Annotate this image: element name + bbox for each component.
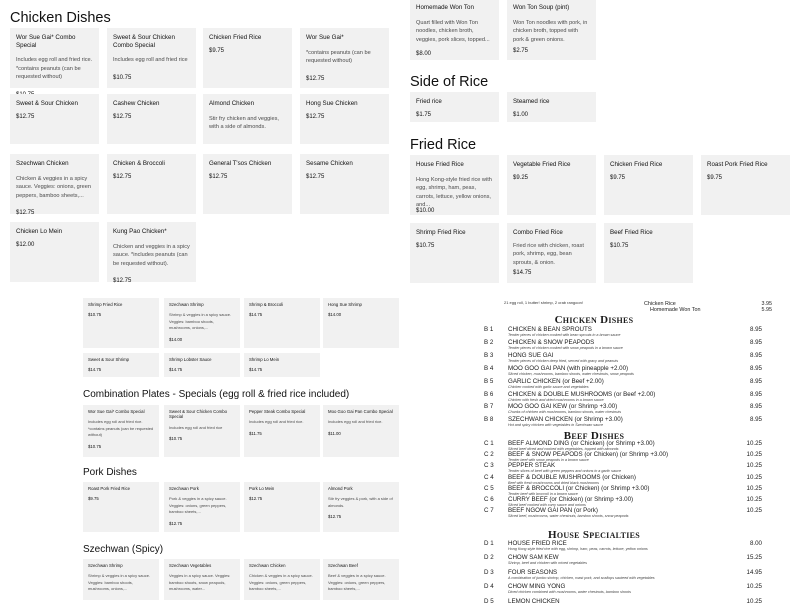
item-name: Sweet & Sour Chicken — [16, 100, 78, 107]
scan-item-price: 10.25 — [746, 473, 762, 481]
item-price: $12.75 — [328, 514, 342, 520]
scan-item-name: SZECHWAN CHICKEN (or Shrimp +3.00) — [508, 416, 623, 424]
item-description: Includes egg roll and fried rice — [113, 57, 188, 63]
scan-item-code: C 1 — [484, 440, 494, 447]
item-name: Hong Sue Shrimp — [328, 302, 362, 307]
item-name: Moo Goo Gai Pan Combo Special — [328, 409, 393, 414]
scan-menu-row — [474, 554, 776, 568]
item-price: $14.75 — [169, 367, 183, 373]
scan-item-code: C 2 — [484, 451, 494, 459]
scan-item-code: C 6 — [484, 496, 494, 503]
menu-item-card[interactable] — [244, 298, 320, 348]
menu-item-card[interactable] — [604, 223, 693, 283]
item-description: Includes egg roll and fried rice. *contains peanuts (can be requested without) — [16, 57, 93, 81]
item-name: Steamed rice — [513, 98, 550, 105]
scan-item-desc: Sliced beef, mushrooms, water chestnuts, bamboo shoots, snow peapods — [508, 514, 629, 519]
item-name: Shrimp Lo Mein — [249, 357, 280, 362]
scan-menu-row — [474, 365, 776, 379]
scan-menu-row — [474, 507, 776, 521]
scan-item-desc: Sliced beef cooked with curry sauce and onions — [508, 503, 586, 507]
menu-item-card[interactable] — [323, 559, 399, 600]
menu-item-card[interactable] — [244, 482, 320, 532]
scan-item-name: CHOW MING YONG — [508, 583, 566, 591]
menu-item-card[interactable] — [244, 353, 320, 377]
item-name: Sweet & Sour Shrimp — [88, 357, 130, 362]
scan-title-house: House Specialties — [547, 529, 641, 541]
menu-item-card[interactable] — [164, 559, 240, 600]
item-name: Sesame Chicken — [306, 160, 353, 167]
scan-menu-row — [474, 598, 776, 612]
item-name: Szechwan Pork — [169, 486, 199, 491]
scan-menu-row — [474, 326, 776, 340]
item-price: $2.75 — [513, 48, 529, 55]
item-price: $12.75 — [209, 173, 228, 180]
menu-item-card[interactable] — [107, 94, 196, 144]
item-price: $10.75 — [416, 242, 435, 249]
scan-item-name: MOO GOO GAI PAN (with pineapple +2.00) — [508, 364, 629, 372]
menu-item-card[interactable] — [300, 154, 389, 214]
menu-item-card[interactable] — [10, 28, 99, 88]
scan-item-price: 10.25 — [746, 507, 762, 515]
menu-item-card[interactable] — [410, 155, 499, 215]
item-price: $14.00 — [328, 312, 342, 318]
item-description: Hong Kong-style fried rice with egg, shrimp, ham, peas, carrots, lettuce, yellow onions, and... — [416, 176, 492, 209]
menu-item-card[interactable] — [203, 94, 292, 144]
scan-item-price: 8.95 — [749, 351, 762, 359]
item-price: $9.75 — [707, 174, 723, 181]
item-price: $12.75 — [249, 496, 263, 502]
item-price: $14.75 — [513, 270, 532, 277]
item-name: General T'sos Chicken — [209, 160, 272, 167]
scan-top-item-name: Chicken Rice — [644, 301, 676, 307]
item-name: Shrimp Lobster Sauce — [169, 357, 212, 362]
item-price: $12.00 — [16, 241, 35, 248]
scan-item-price: 8.95 — [749, 403, 762, 411]
scan-item-name: CHOW SAM KEW — [508, 554, 559, 562]
scan-top-item-price: 3.95 — [761, 301, 772, 307]
menu-item-card[interactable] — [10, 94, 99, 144]
item-price: $10.75 — [88, 444, 102, 450]
scan-menu-row — [474, 352, 776, 366]
item-name: Chicken Fried Rice — [209, 34, 262, 41]
section-title-pork-dishes: Pork Dishes — [83, 467, 137, 478]
scan-item-code: B 4 — [484, 364, 494, 372]
scan-menu-row — [474, 569, 776, 583]
scan-item-name: BEEF & SNOW PEAPODS (or Chicken) (or Shrimp +3.00) — [508, 451, 669, 459]
scan-item-desc: Tender slices of beef with green peppers and onions in a garlic sauce — [508, 469, 622, 474]
menu-item-card[interactable] — [107, 154, 196, 214]
item-description: Stir fry veggies & pork, with a side of almonds. — [328, 496, 393, 508]
item-description: Includes egg roll and fried rice. — [328, 419, 383, 425]
scan-item-name: HONG SUE GAI — [508, 351, 554, 359]
item-price: $10.75 — [169, 436, 183, 442]
menu-item-card[interactable] — [507, 155, 596, 215]
scan-menu-row — [474, 403, 776, 417]
scan-item-code: B 5 — [484, 377, 494, 385]
item-price: $12.75 — [16, 113, 35, 120]
menu-item-card[interactable] — [164, 353, 240, 377]
scan-item-price: 10.25 — [746, 440, 762, 447]
item-name: Shrimp & Broccoli — [249, 302, 284, 307]
menu-item-card[interactable] — [300, 28, 389, 88]
item-description: Beef & veggies in a spicy sauce. Veggies: onions, green peppers, bamboo sheets,... — [328, 573, 386, 592]
scan-menu-row — [474, 583, 776, 597]
item-price: $12.75 — [113, 173, 132, 180]
scan-item-name: BEEF ALMOND DING (or Chicken) (or Shrimp +3.00) — [508, 440, 655, 447]
scan-item-code: B 7 — [484, 403, 494, 411]
scan-item-desc: Beef with fresh mushrooms and dried black mushrooms — [508, 480, 599, 485]
scan-item-price: 8.95 — [749, 416, 762, 424]
item-description: Includes egg roll and fried rice. *contains peanuts (can be requested without) — [88, 419, 154, 438]
item-price: $14.00 — [169, 337, 183, 343]
item-name: Wor Sue Gai* — [306, 34, 344, 41]
scan-title-chicken: Chicken Dishes — [554, 314, 634, 326]
item-name: Roast Pork Fried Rice — [707, 161, 768, 168]
menu-scan-image — [474, 299, 776, 605]
scan-item-code: C 5 — [484, 484, 494, 492]
item-price: $10.00 — [416, 207, 435, 214]
item-price: $14.75 — [249, 312, 263, 318]
menu-item-card[interactable] — [701, 155, 790, 215]
menu-item-card[interactable] — [323, 482, 399, 532]
scan-item-price: 8.00 — [749, 540, 762, 547]
section-title-chicken-dishes: Chicken Dishes — [10, 10, 111, 26]
item-name: Roast Pork Fried Rice — [88, 486, 131, 491]
item-description: Includes egg roll and fried rice. — [249, 419, 304, 425]
scan-item-desc: Tender pieces of chicken cooked with snow peapods in a brown sauce — [508, 345, 623, 350]
menu-item-card[interactable] — [107, 28, 196, 88]
item-price: $12.75 — [306, 173, 325, 180]
scan-item-price: 10.25 — [746, 597, 762, 605]
scan-item-code: B 2 — [484, 338, 494, 346]
item-price: $8.00 — [416, 51, 432, 58]
scan-item-price: 8.95 — [749, 338, 762, 346]
item-price: $12.75 — [16, 210, 35, 217]
scan-item-name: HOUSE FRIED RICE — [508, 540, 567, 547]
item-name: Almond Chicken — [209, 100, 255, 107]
item-price: $1.00 — [513, 111, 529, 118]
item-name: Fried rice — [416, 98, 442, 105]
item-name: Wor Sue Gai* Combo Special — [16, 34, 76, 49]
item-name: Homemade Won Ton — [416, 4, 474, 11]
item-description: Chicken and veggies in a spicy sauce. *includes peanuts (can be requested without). — [113, 243, 190, 267]
scan-item-desc: Tender beef with broccoli in a brown sauce — [508, 491, 578, 496]
item-name: Combo Fried Rice — [513, 229, 563, 236]
item-price: $9.75 — [209, 47, 225, 54]
item-price: $12.75 — [113, 113, 132, 120]
item-name: Chicken Fried Rice — [610, 161, 663, 168]
scan-item-price: 8.95 — [749, 377, 762, 385]
scan-item-price: 14.95 — [746, 568, 762, 576]
menu-item-card[interactable] — [107, 222, 196, 285]
scan-item-code: D 2 — [484, 554, 494, 562]
scan-item-name: FOUR SEASONS — [508, 568, 558, 576]
item-price: $12.75 — [169, 521, 183, 527]
scan-item-price: 10.25 — [746, 583, 762, 591]
scan-item-code: D 5 — [484, 597, 494, 605]
item-description: Veggies in a spicy sauce. Veggies: bamboo shoots, snow peapods, mushrooms, water... — [169, 573, 231, 592]
scan-item-name: PEPPER STEAK — [508, 462, 556, 470]
scan-item-code: C 4 — [484, 473, 494, 481]
scan-item-desc: Chicken with fresh and dried mushrooms in a brown sauce — [508, 397, 604, 402]
item-description: Fried rice with chicken, roast pork, shrimp, egg, bean sprouts, & onion. — [513, 242, 584, 266]
scan-menu-row — [474, 391, 776, 405]
menu-item-card[interactable] — [323, 405, 399, 457]
scan-item-name: CURRY BEEF (or Chicken) (or Shrimp +3.00) — [508, 496, 634, 503]
item-name: Shrimp Fried Rice — [416, 229, 466, 236]
scan-menu-row — [474, 416, 776, 430]
scan-item-price: 8.95 — [749, 326, 762, 333]
item-price: $10.75 — [113, 74, 132, 81]
scan-item-desc: Diced chicken combined with mushrooms, water chestnuts, bamboo shoots — [508, 590, 631, 595]
scan-item-code: C 3 — [484, 462, 494, 470]
item-name: Szechwan Chicken — [249, 563, 286, 568]
scan-item-code: D 4 — [484, 583, 494, 591]
item-description: Shrimp & veggies in a spicy sauce. Veggies: bamboo shoots, mushrooms, onions,... — [88, 573, 151, 592]
item-description: Stir fry chicken and veggies, with a side of almonds. — [209, 115, 279, 131]
scan-item-desc: Tender beef with snow peapods in a brown sauce — [508, 458, 589, 463]
item-price: $9.25 — [513, 174, 529, 181]
scan-item-desc: Tender pieces of chicken deep fried, served with gravy and peanuts — [508, 358, 619, 363]
scan-item-price: 8.95 — [749, 364, 762, 372]
scan-item-desc: Sliced chicken, mushrooms, bamboo shoots, water chestnuts, snow peapods — [508, 371, 634, 376]
scan-item-code: D 1 — [484, 540, 494, 547]
scan-item-code: C 7 — [484, 507, 494, 515]
scan-item-name: LEMON CHICKEN — [508, 597, 560, 605]
scan-item-code: B 6 — [484, 390, 494, 398]
item-name: Won Ton Soup (pint) — [513, 4, 570, 11]
menu-item-card[interactable] — [83, 482, 159, 532]
item-price: $9.75 — [88, 496, 99, 502]
menu-item-card[interactable] — [10, 154, 99, 217]
item-name: Hong Sue Chicken — [306, 100, 358, 107]
item-price: $10.75 — [88, 312, 102, 318]
menu-item-card[interactable] — [410, 0, 499, 60]
menu-item-card[interactable] — [323, 298, 399, 348]
item-description: Quart filled with Won Ton noodles, chicken broth, veggies, pork slices, topped... — [416, 19, 490, 43]
scan-menu-row — [474, 540, 776, 554]
menu-item-card[interactable] — [83, 298, 159, 348]
menu-item-card[interactable] — [83, 405, 159, 457]
item-price: $11.75 — [249, 430, 262, 436]
item-name: Szechwan Vegetables — [169, 563, 212, 568]
scan-menu-row — [474, 378, 776, 392]
section-title-fried-rice: Fried Rice — [410, 137, 477, 153]
menu-item-card[interactable] — [507, 0, 596, 60]
scan-item-name: BEEF & DOUBLE MUSHROOMS (or Chicken) — [508, 473, 636, 481]
menu-item-card[interactable] — [164, 482, 240, 532]
menu-item-card[interactable] — [507, 223, 596, 283]
scan-item-desc: Tender pieces of chicken cooked with bean sprouts in a brown sauce — [508, 333, 621, 337]
scan-item-name: CHICKEN & BEAN SPROUTS — [508, 326, 592, 333]
scan-item-price: 10.25 — [746, 496, 762, 503]
item-name: Szechwan Shrimp — [169, 302, 204, 307]
scan-item-code: B 1 — [484, 326, 494, 333]
item-price: $9.75 — [610, 174, 626, 181]
menu-item-card[interactable] — [244, 559, 320, 600]
section-title-szechwan-spicy: Szechwan (Spicy) — [83, 544, 164, 555]
scan-item-name: MOO GOO GAI KEW (or Shrimp +3.00) — [508, 403, 618, 411]
item-name: Kung Pao Chicken* — [113, 228, 167, 235]
scan-item-desc: Sliced beef diced and cooked with vegetables, topped with almonds — [508, 447, 619, 451]
item-name: Beef Fried Rice — [610, 229, 653, 236]
item-description: Won Ton noodles with pork, in chicken broth, topped with pork & green onions. — [513, 19, 588, 43]
menu-item-card[interactable] — [507, 92, 596, 122]
scan-item-code: D 3 — [484, 568, 494, 576]
scan-item-name: BEEF NGOW GAI PAN (or Pork) — [508, 507, 598, 515]
item-price: $12.75 — [113, 278, 132, 285]
scan-item-desc: Hot and spicy chicken with vegetables in Szechwan sauce — [508, 423, 604, 428]
menu-item-card[interactable] — [10, 222, 99, 282]
menu-item-card[interactable] — [164, 298, 240, 348]
scan-item-desc: Hong Kong style fried rice with egg, shrimp, ham, peas, carrots, lettuce, yellow onions — [508, 547, 648, 551]
item-description: Includes egg roll and fried rice — [169, 424, 223, 430]
scan-item-name: CHICKEN & SNOW PEAPODS — [508, 338, 595, 346]
item-description: Chicken & veggies in a spicy sauce. Veggies: onions, green peppers, bamboo sheets,... — [16, 175, 91, 199]
scan-item-name: GARLIC CHICKEN (or Beef +2.00) — [508, 377, 604, 385]
scan-item-desc: Chunks of chicken with mushrooms, bamboo shoots, water chestnuts — [508, 410, 622, 415]
item-name: Almond Pork — [328, 486, 353, 491]
menu-item-card[interactable] — [83, 353, 159, 377]
scan-item-price: 15.25 — [746, 554, 762, 562]
menu-item-card[interactable] — [410, 223, 499, 283]
item-name: Sweet & Sour Chicken Combo Special — [113, 34, 175, 49]
scan-item-desc: A combination of jumbo shrimp, chicken, roast pork, and scallops sauteed with vegetables — [508, 575, 655, 580]
item-name: Sweet & Sour Chicken Combo Special — [169, 409, 228, 420]
scan-item-code: B 3 — [484, 351, 494, 359]
menu-item-card[interactable] — [604, 155, 693, 215]
menu-item-card[interactable] — [203, 154, 292, 214]
scan-title-beef: Beef Dishes — [563, 430, 625, 442]
menu-item-card[interactable] — [83, 559, 159, 600]
item-name: Szechwan Shrimp — [88, 563, 123, 568]
section-title-combination-plates: Combination Plates - Specials (egg roll & fried rice included) — [83, 389, 350, 400]
menu-item-card[interactable] — [410, 92, 499, 122]
scan-item-name: CHICKEN & DOUBLE MUSHROOMS (or Beef +2.00) — [508, 390, 656, 398]
item-price: $1.75 — [416, 111, 432, 118]
item-name: Chicken Lo Mein — [16, 228, 63, 235]
scan-top-item-price: 5.95 — [761, 307, 772, 313]
item-name: Cashew Chicken — [113, 100, 160, 107]
item-price: $11.00 — [328, 430, 341, 436]
scan-item-price: 10.25 — [746, 451, 762, 459]
scan-item-desc: Shrimp, beef and chicken with mixed vegetables — [508, 561, 587, 566]
menu-item-card[interactable] — [203, 28, 292, 88]
item-price: $10.75 — [610, 242, 629, 249]
item-name: House Fried Rice — [416, 161, 464, 168]
menu-item-card[interactable] — [164, 405, 240, 457]
item-description: Chicken & veggies in a spicy sauce. Veggies: onions, green peppers, bamboo sheets,... — [249, 573, 313, 592]
item-name: Shrimp Fried Rice — [88, 302, 123, 307]
scan-item-price: 10.25 — [746, 462, 762, 470]
menu-item-card[interactable] — [300, 94, 389, 144]
item-name: Szechwan Beef — [328, 563, 358, 568]
item-name: Wor Sue Gai* Combo Special — [88, 409, 145, 414]
item-price: $14.75 — [88, 367, 102, 373]
section-title-side-of-rice: Side of Rice — [410, 74, 489, 90]
scan-header-note: 21 egg roll, 1 butter! shrimp, 2 crab rangoon! — [504, 300, 583, 305]
item-description: Pork & veggies in a spicy sauce. Veggies: onions, green peppers, bamboo sheets,... — [169, 496, 227, 515]
item-name: Vegetable Fried Rice — [513, 161, 571, 168]
item-name: Chicken & Broccoli — [113, 160, 165, 167]
item-price: $12.75 — [306, 113, 325, 120]
item-price: $14.75 — [249, 367, 263, 373]
item-price: $12.75 — [306, 75, 325, 82]
scan-item-desc: Chicken cooked with garlic sauce and vegetables — [508, 384, 589, 389]
scan-item-name: BEEF & BROCCOLI (or Chicken) (or Shrimp +3.00) — [508, 484, 650, 492]
scan-top-item-name: Homemade Won Ton — [650, 307, 701, 313]
item-name: Pork Lo Mein — [249, 486, 275, 491]
scan-item-code: B 8 — [484, 416, 494, 424]
item-name: Pepper Steak Combo Special — [249, 409, 306, 414]
scan-item-price: 10.25 — [746, 484, 762, 492]
menu-item-card[interactable] — [244, 405, 320, 457]
scan-menu-row — [474, 339, 776, 353]
item-description: *contains peanuts (can be requested without) — [306, 49, 371, 65]
item-description: Shrimp & veggies in a spicy sauce. Veggies: bamboo shoots, mushrooms, onions,... — [169, 312, 232, 331]
scan-item-price: 8.95 — [749, 390, 762, 398]
item-name: Szechwan Chicken — [16, 160, 69, 167]
